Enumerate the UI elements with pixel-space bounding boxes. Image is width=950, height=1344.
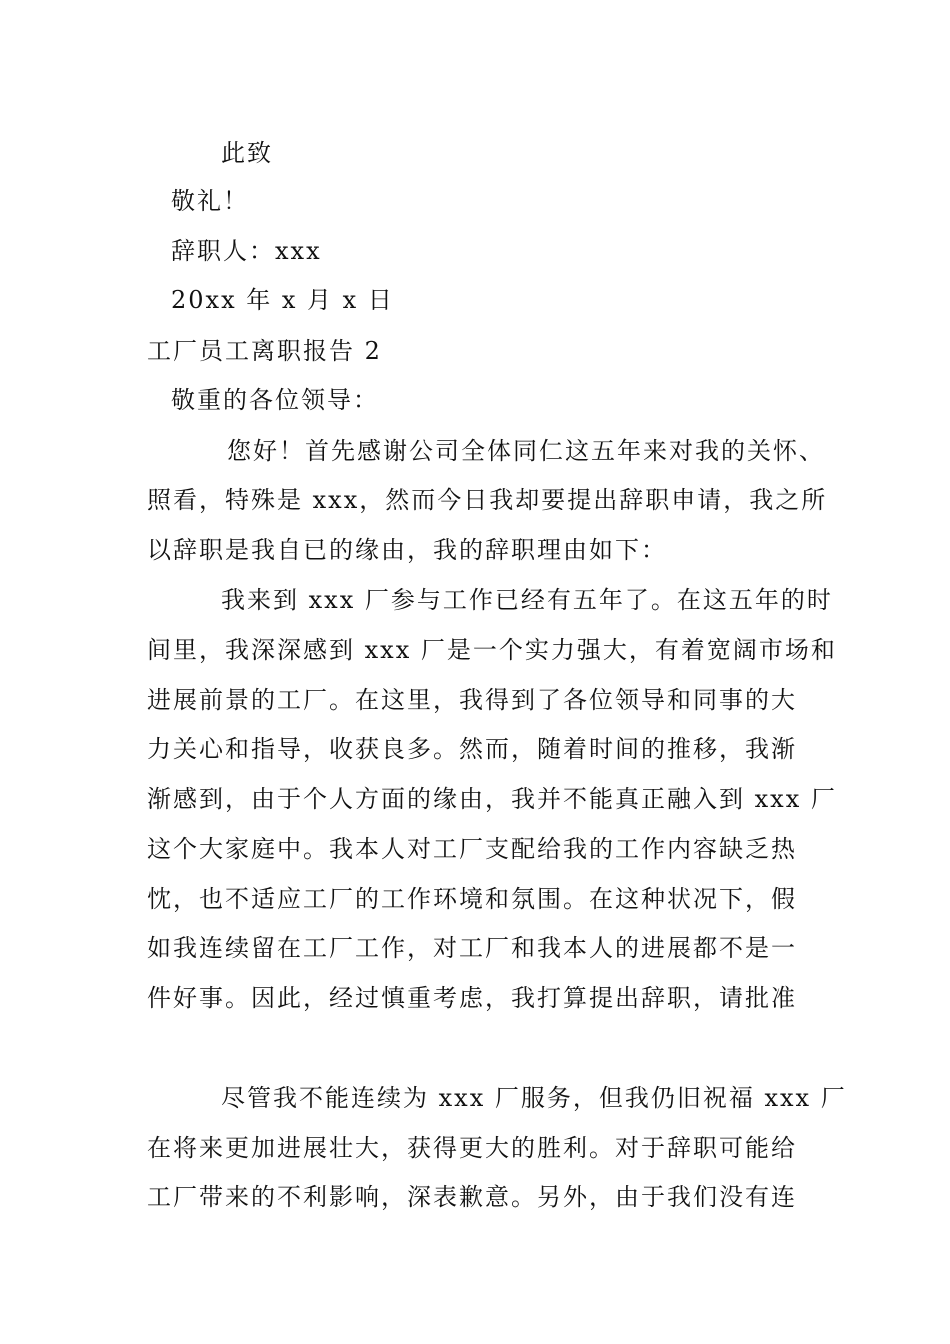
paragraph-line: 在将来更加进展壮大，获得更大的胜利。对于辞职可能给 — [147, 1134, 797, 1162]
signature-name: 辞职人：xxx — [171, 237, 322, 265]
paragraph-line: 件好事。因此，经过慎重考虑，我打算提出辞职，请批准 — [147, 984, 797, 1012]
paragraph-line: 尽管我不能连续为 xxx 厂服务，但我仍旧祝福 xxx 厂 — [221, 1084, 847, 1112]
paragraph-line: 力关心和指导，收获良多。然而，随着时间的推移，我渐 — [147, 735, 797, 763]
paragraph-line: 忱，也不适应工厂的工作环境和氛围。在这种状况下，假 — [147, 885, 797, 913]
paragraph-line: 您好！首先感谢公司全体同仁这五年来对我的关怀、 — [227, 437, 825, 465]
letter-greeting: 敬重的各位领导： — [171, 386, 379, 414]
section-title: 工厂员工离职报告 2 — [147, 337, 382, 365]
paragraph-line: 间里，我深深感到 xxx 厂是一个实力强大，有着宽阔市场和 — [147, 636, 837, 664]
signature-date: 20xx 年 x 月 x 日 — [171, 286, 394, 314]
paragraph-line: 我来到 xxx 厂参与工作已经有五年了。在这五年的时 — [221, 586, 833, 614]
paragraph-line: 这个大家庭中。我本人对工厂支配给我的工作内容缺乏热 — [147, 835, 797, 863]
closing-respect: 敬礼！ — [171, 187, 249, 215]
paragraph-line: 进展前景的工厂。在这里，我得到了各位领导和同事的大 — [147, 686, 797, 714]
closing-salutation: 此致 — [221, 139, 273, 167]
paragraph-line: 如我连续留在工厂工作，对工厂和我本人的进展都不是一 — [147, 934, 797, 962]
paragraph-line: 照看，特殊是 xxx，然而今日我却要提出辞职申请，我之所 — [147, 486, 828, 514]
paragraph-line: 以辞职是我自已的缘由，我的辞职理由如下： — [147, 536, 667, 564]
paragraph-line: 渐感到，由于个人方面的缘由，我并不能真正融入到 xxx 厂 — [147, 785, 837, 813]
paragraph-line: 工厂带来的不利影响，深表歉意。另外，由于我们没有连 — [147, 1183, 797, 1211]
